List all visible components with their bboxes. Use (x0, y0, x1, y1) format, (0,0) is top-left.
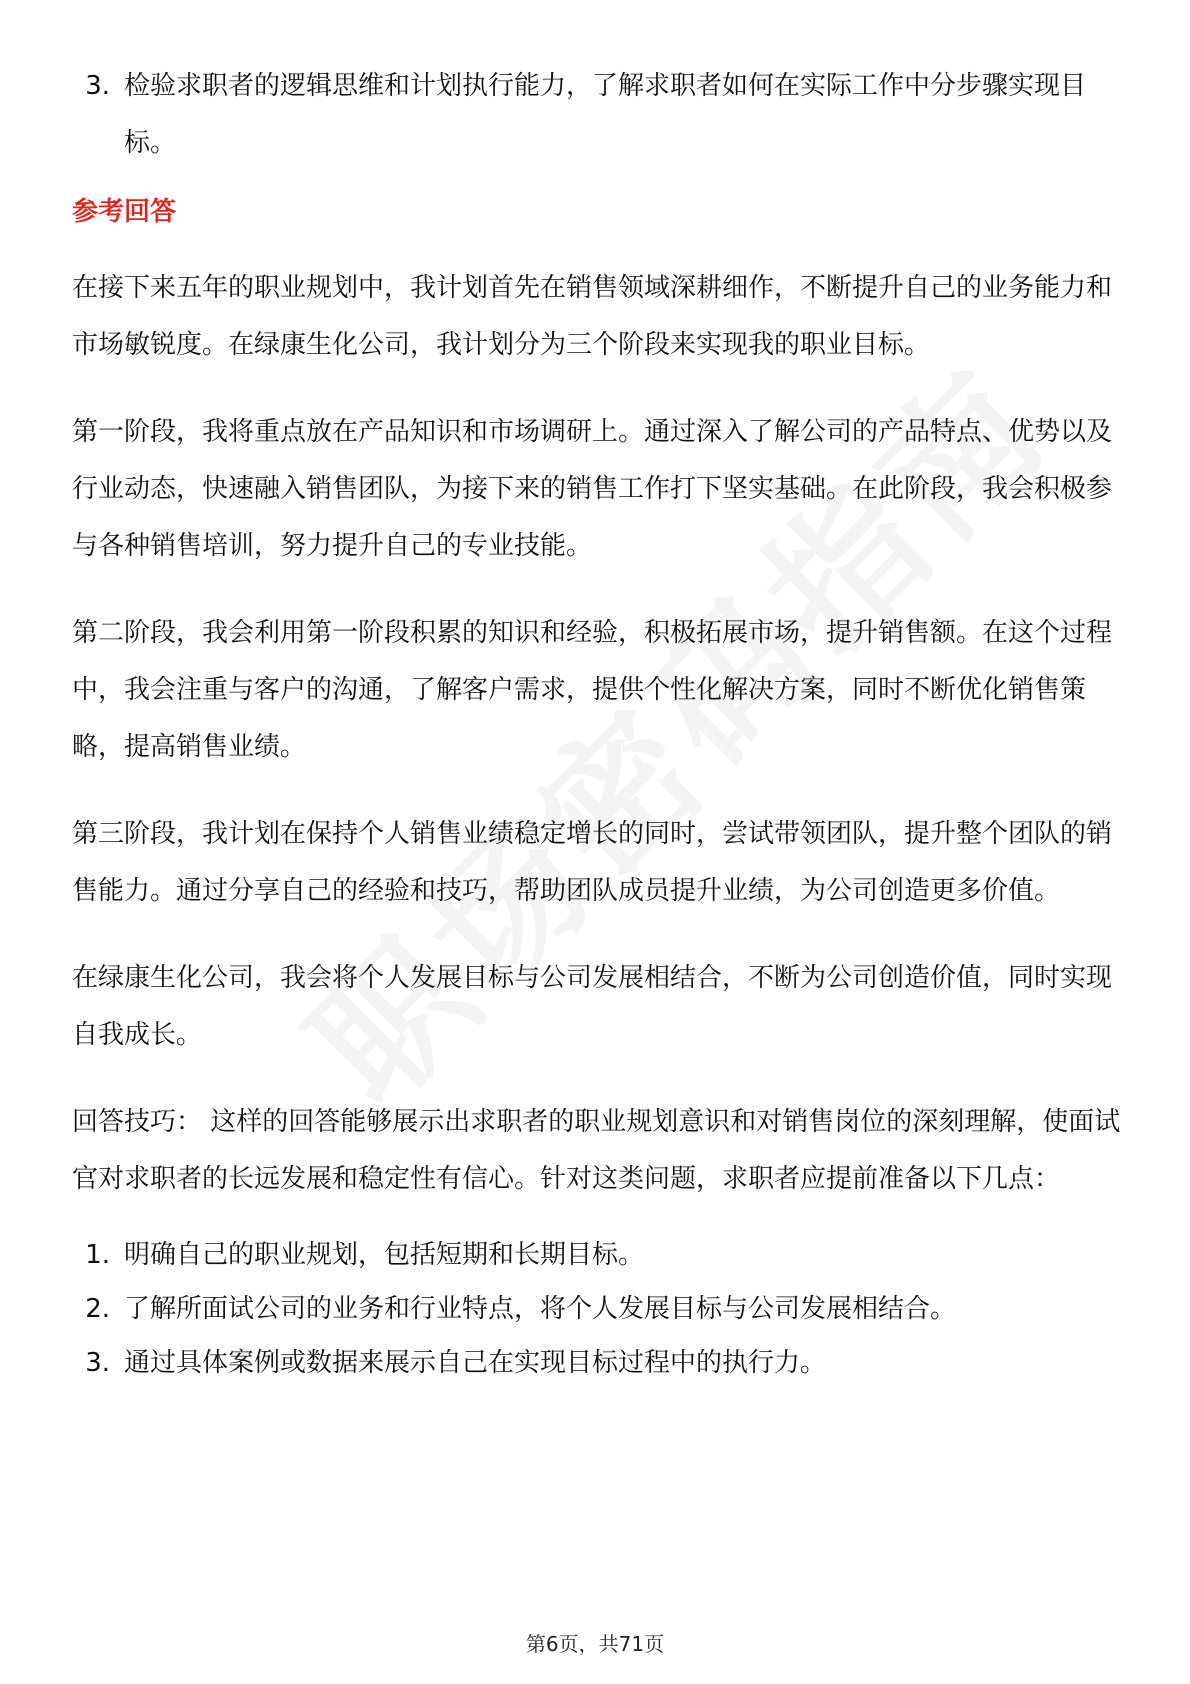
paragraph: 在绿康生化公司，我会将个人发展目标与公司发展相结合，不断为公司创造价值，同时实现自我成长。 (72, 963, 1113, 1050)
list-item (72, 1282, 1122, 1336)
paragraph: 第一阶段，我将重点放在产品知识和市场调研上。通过深入了解公司的产品特点、优势以及行业动态，快速融入销售团队，为接下来的销售工作打下坚实基础。在此阶段，我会积极参与各种销售培训，努力提升自己的专业技能。 (72, 417, 1113, 561)
list-item-text: 明确自己的职业规划，包括短期和长期目标。 (124, 1240, 645, 1270)
list-item-number: 1. (85, 1240, 110, 1270)
paragraph: 第二阶段，我会利用第一阶段积累的知识和经验，积极拓展市场，提升销售额。在这个过程中，我会注重与客户的沟通，了解客户需求，提供个性化解决方案，同时不断优化销售策略，提高销售业绩。 (72, 618, 1113, 762)
paragraph: 在接下来五年的职业规划中，我计划首先在销售领域深耕细作，不断提升自己的业务能力和市场敏锐度。在绿康生化公司，我计划分为三个阶段来实现我的职业目标。 (72, 273, 1113, 360)
list-item-number: 3. (85, 1348, 110, 1378)
list-item-text: 检验求职者的逻辑思维和计划执行能力，了解求职者如何在实际工作中分步骤实现目标。 (124, 71, 1087, 158)
list-item-text: 了解所面试公司的业务和行业特点，将个人发展目标与公司发展相结合。 (124, 1294, 957, 1324)
list-item-number: 3. (85, 71, 110, 101)
page-footer: 第6页，共71页 (525, 1632, 665, 1656)
list-item (72, 1336, 1122, 1390)
answer-tips-paragraph: 回答技巧： 这样的回答能够展示出求职者的职业规划意识和对销售岗位的深刻理解，使面试官对求职者的长远发展和稳定性有信心。针对这类问题，求职者应提前准备以下几点： (72, 1107, 1121, 1194)
list-item-number: 2. (85, 1294, 110, 1324)
section-heading: 参考回答 (72, 197, 177, 227)
page-content (72, 58, 1122, 1390)
tips-list (72, 1228, 1122, 1390)
top-list (72, 58, 1122, 172)
paragraph: 第三阶段，我计划在保持个人销售业绩稳定增长的同时，尝试带领团队，提升整个团队的销售能力。通过分享自己的经验和技巧，帮助团队成员提升业绩，为公司创造更多价值。 (72, 819, 1113, 906)
list-item-text: 通过具体案例或数据来展示自己在实现目标过程中的执行力。 (124, 1348, 827, 1378)
list-item (72, 58, 1122, 172)
list-item (72, 1228, 1122, 1282)
